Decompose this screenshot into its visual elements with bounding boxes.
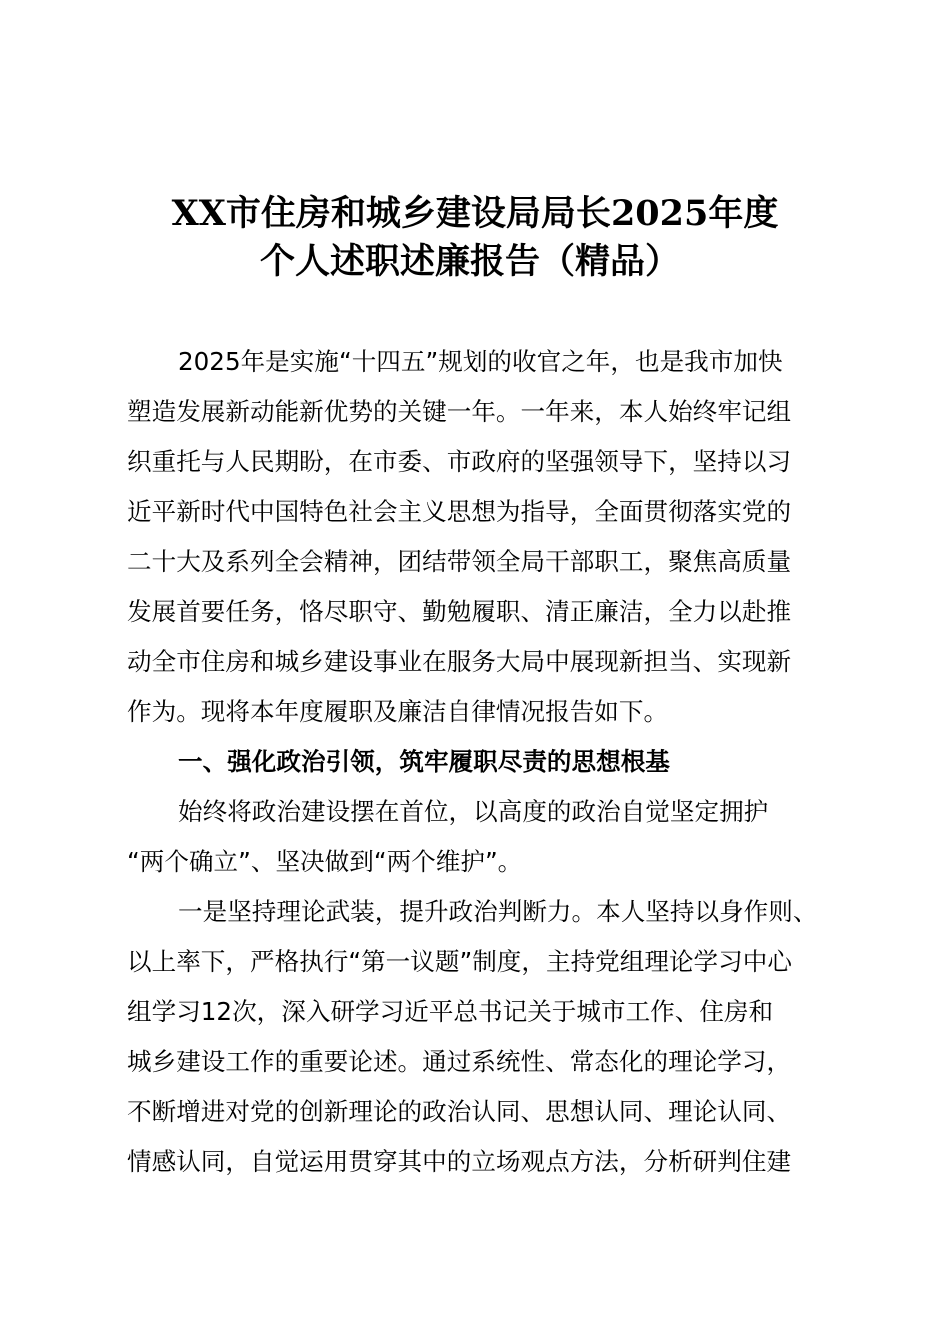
paragraph-line: 发展首要任务，恪尽职守、勤勉履职、清正廉洁，全力以赴推 — [127, 597, 792, 626]
paragraph-line: 以上率下，严格执行“第一议题”制度，主持党组理论学习中心 — [127, 947, 792, 976]
paragraph-line: 情感认同，自觉运用贯穿其中的立场观点方法，分析研判住建 — [127, 1147, 792, 1176]
paragraph-line: 二十大及系列全会精神，团结带领全局干部职工，聚焦高质量 — [127, 547, 792, 576]
paragraph-line: 织重托与人民期盼，在市委、市政府的坚强领导下，坚持以习 — [127, 447, 792, 476]
paragraph-line: 一是坚持理论武装，提升政治判断力。本人坚持以身作则、 — [178, 897, 818, 926]
document-title-line-1: XX市住房和城乡建设局局长2025年度 — [171, 193, 779, 234]
paragraph-line: 城乡建设工作的重要论述。通过系统性、常态化的理论学习， — [127, 1047, 792, 1076]
document-title-line-2: 个人述职述廉报告（精品） — [259, 241, 680, 282]
paragraph-line: “两个确立”、坚决做到“两个维护”。 — [127, 847, 523, 876]
paragraph-line: 动全市住房和城乡建设事业在服务大局中展现新担当、实现新 — [127, 647, 792, 676]
paragraph-line: 塑造发展新动能新优势的关键一年。一年来，本人始终牢记组 — [127, 397, 792, 426]
paragraph-line: 组学习12次，深入研学习近平总书记关于城市工作、住房和 — [127, 997, 774, 1026]
paragraph-line: 始终将政治建设摆在首位，以高度的政治自觉坚定拥护 — [178, 797, 769, 826]
paragraph-line: 近平新时代中国特色社会主义思想为指导，全面贯彻落实党的 — [127, 497, 792, 526]
section-heading: 一、强化政治引领，筑牢履职尽责的思想根基 — [178, 747, 670, 776]
paragraph-line: 作为。现将本年度履职及廉洁自律情况报告如下。 — [127, 697, 669, 726]
paragraph-line: 不断增进对党的创新理论的政治认同、思想认同、理论认同、 — [127, 1097, 792, 1126]
paragraph-line: 2025年是实施“十四五”规划的收官之年，也是我市加快 — [178, 347, 783, 376]
